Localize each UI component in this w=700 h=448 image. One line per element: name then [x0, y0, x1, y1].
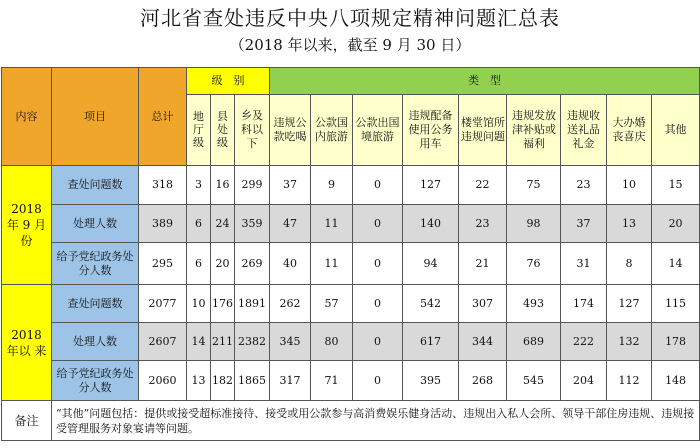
header-type-label: 违规公款吃喝 [273, 116, 307, 143]
cell-total: 2607 [139, 323, 187, 361]
row-item-label: 处理人数 [52, 323, 139, 361]
header-content: 内容 [2, 68, 52, 166]
cell: 359 [235, 205, 270, 243]
cell: 10 [607, 166, 652, 205]
header-total: 总计 [139, 68, 187, 166]
cell: 94 [403, 243, 459, 285]
cell: 98 [507, 205, 561, 243]
cell: 0 [353, 243, 403, 285]
cell: 222 [561, 323, 607, 361]
cell: 40 [270, 243, 311, 285]
cell: 307 [459, 285, 507, 323]
cell: 11 [311, 205, 353, 243]
cell: 140 [403, 205, 459, 243]
header-type-col [459, 95, 507, 166]
cell-total: 318 [139, 166, 187, 205]
header-type-label: 违规配备使用公务用车 [408, 109, 453, 150]
cell: 23 [459, 205, 507, 243]
cell: 47 [270, 205, 311, 243]
cell-total: 389 [139, 205, 187, 243]
cell: 16 [211, 166, 235, 205]
header-level-group: 级 别 [187, 68, 270, 95]
cell: 13 [607, 205, 652, 243]
summary-table [1, 67, 700, 441]
page-title: 河北省查处违反中央八项规定精神问题汇总表 [140, 6, 560, 30]
row-item-label: 查处问题数 [52, 285, 139, 323]
header-type-label: 违规发放津补贴或福利 [512, 109, 557, 150]
header-type-group: 类 型 [270, 68, 700, 95]
row-item-label: 给予党纪政务处分人数 [52, 361, 139, 401]
cell: 1865 [235, 361, 270, 401]
cell: 299 [235, 166, 270, 205]
cell: 24 [211, 205, 235, 243]
cell: 31 [561, 243, 607, 285]
cell: 115 [652, 285, 700, 323]
header-type-label: 其他 [664, 123, 687, 136]
cell: 176 [211, 285, 235, 323]
note-text: “其他”问题包括：提供或接受超标准接待、接受或用公款参与高消费娱乐健身活动、违规出入私人会所、领导干部住房违规、违规接受管理服务对象宴请等问题。 [52, 401, 700, 441]
header-level-label: 地厅级 [193, 110, 204, 149]
cell: 20 [211, 243, 235, 285]
header-type-col [311, 95, 353, 166]
cell: 14 [187, 323, 211, 361]
header-type-col [403, 95, 459, 166]
header-type-col [507, 95, 561, 166]
cell: 344 [459, 323, 507, 361]
cell: 9 [311, 166, 353, 205]
cell: 689 [507, 323, 561, 361]
row-item-label: 查处问题数 [52, 166, 139, 205]
row-item-label: 处理人数 [52, 205, 139, 243]
note-label: 备注 [2, 401, 52, 441]
cell: 10 [187, 285, 211, 323]
cell-total: 2077 [139, 285, 187, 323]
header-type-label: 大办婚丧喜庆 [612, 116, 646, 143]
cell: 75 [507, 166, 561, 205]
cell: 22 [459, 166, 507, 205]
header-type-label: 违规收送礼品礼金 [567, 109, 601, 150]
cell: 262 [270, 285, 311, 323]
cell: 211 [211, 323, 235, 361]
cell: 127 [607, 285, 652, 323]
cell: 148 [652, 361, 700, 401]
header-type-label: 公款出国境旅游 [355, 116, 400, 143]
cell: 8 [607, 243, 652, 285]
cell: 182 [211, 361, 235, 401]
cell: 542 [403, 285, 459, 323]
header-level-label: 乡及科以下 [241, 109, 263, 150]
cell: 178 [652, 323, 700, 361]
header-type-col [270, 95, 311, 166]
cell: 6 [187, 205, 211, 243]
cell: 0 [353, 361, 403, 401]
header-type-label: 公款国内旅游 [315, 116, 349, 143]
header-type-col [607, 95, 652, 166]
header-type-col [561, 95, 607, 166]
header-type-col [353, 95, 403, 166]
cell: 204 [561, 361, 607, 401]
cell: 269 [235, 243, 270, 285]
cell: 0 [353, 323, 403, 361]
cell: 617 [403, 323, 459, 361]
header-level-col [211, 95, 235, 166]
cell: 0 [353, 285, 403, 323]
cell: 37 [561, 205, 607, 243]
cell-total: 2060 [139, 361, 187, 401]
cell: 268 [459, 361, 507, 401]
cell: 112 [607, 361, 652, 401]
cell: 13 [187, 361, 211, 401]
cell: 20 [652, 205, 700, 243]
cell: 3 [187, 166, 211, 205]
cell: 545 [507, 361, 561, 401]
cell: 174 [561, 285, 607, 323]
cell: 21 [459, 243, 507, 285]
cell: 57 [311, 285, 353, 323]
header-type-col [652, 95, 700, 166]
cell: 493 [507, 285, 561, 323]
cell: 127 [403, 166, 459, 205]
header-level-col [235, 95, 270, 166]
cell: 37 [270, 166, 311, 205]
header-level-col [187, 95, 211, 166]
header-item: 项目 [52, 68, 139, 166]
cell: 76 [507, 243, 561, 285]
header-level-label: 县处级 [217, 110, 228, 149]
cell-total: 295 [139, 243, 187, 285]
cell: 80 [311, 323, 353, 361]
cell: 0 [353, 205, 403, 243]
cell: 0 [353, 166, 403, 205]
cell: 132 [607, 323, 652, 361]
cell: 395 [403, 361, 459, 401]
cell: 71 [311, 361, 353, 401]
cell: 6 [187, 243, 211, 285]
page-subtitle: （2018 年以来，截至 9 月 30 日） [229, 36, 471, 54]
cell: 23 [561, 166, 607, 205]
cell: 345 [270, 323, 311, 361]
cell: 317 [270, 361, 311, 401]
cell: 15 [652, 166, 700, 205]
cell: 11 [311, 243, 353, 285]
cell: 14 [652, 243, 700, 285]
section-label: 2018 年 9 月份 [2, 166, 52, 285]
cell: 2382 [235, 323, 270, 361]
header-type-label: 楼堂馆所违规问题 [461, 116, 506, 143]
row-item-label: 给予党纪政务处分人数 [52, 243, 139, 285]
cell: 1891 [235, 285, 270, 323]
section-label: 2018 年以 来 [2, 285, 52, 401]
